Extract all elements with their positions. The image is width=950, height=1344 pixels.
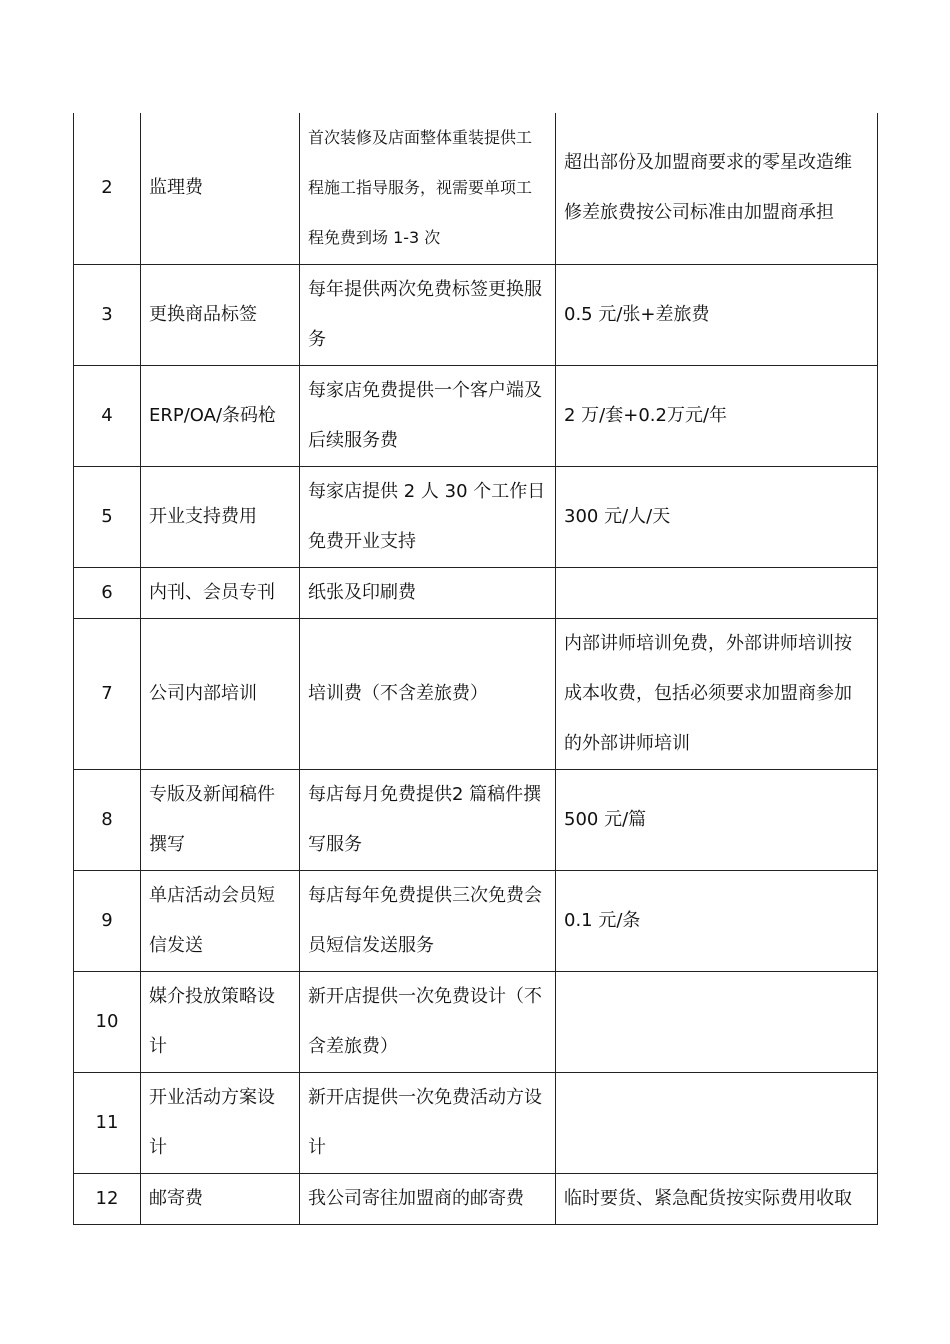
row-number: 6	[74, 567, 141, 618]
row-number: 5	[74, 466, 141, 567]
row-number: 2	[74, 113, 141, 264]
table-row	[74, 971, 878, 1072]
table-row	[74, 870, 878, 971]
free-service: 每家店提供 2 人 30 个工作日免费开业支持	[300, 466, 556, 567]
table-row	[74, 567, 878, 618]
row-number: 11	[74, 1072, 141, 1173]
free-service: 每家店免费提供一个客户端及后续服务费	[300, 365, 556, 466]
service-item: 开业支持费用	[141, 466, 300, 567]
free-service: 每店每月免费提供2 篇稿件撰写服务	[300, 769, 556, 870]
service-item: ERP/OA/条码枪	[141, 365, 300, 466]
fee-table	[73, 113, 878, 1225]
service-item: 邮寄费	[141, 1173, 300, 1224]
charge-standard: 300 元/人/天	[556, 466, 878, 567]
charge-standard: 0.1 元/条	[556, 870, 878, 971]
service-item: 更换商品标签	[141, 264, 300, 365]
charge-standard: 500 元/篇	[556, 769, 878, 870]
table-row	[74, 618, 878, 769]
row-number: 3	[74, 264, 141, 365]
row-number: 4	[74, 365, 141, 466]
charge-standard: 0.5 元/张+差旅费	[556, 264, 878, 365]
charge-standard: 内部讲师培训免费，外部讲师培训按成本收费，包括必须要求加盟商参加的外部讲师培训	[556, 618, 878, 769]
row-number: 10	[74, 971, 141, 1072]
table-row	[74, 365, 878, 466]
table-row	[74, 264, 878, 365]
row-number: 12	[74, 1173, 141, 1224]
service-item: 单店活动会员短信发送	[141, 870, 300, 971]
service-item: 开业活动方案设计	[141, 1072, 300, 1173]
charge-standard	[556, 971, 878, 1072]
service-item: 监理费	[141, 113, 300, 264]
service-item: 专版及新闻稿件撰写	[141, 769, 300, 870]
free-service: 每年提供两次免费标签更换服务	[300, 264, 556, 365]
free-service: 纸张及印刷费	[300, 567, 556, 618]
free-service: 首次装修及店面整体重装提供工程施工指导服务，视需要单项工程免费到场 1-3 次	[300, 113, 556, 264]
free-service: 我公司寄往加盟商的邮寄费	[300, 1173, 556, 1224]
table-row	[74, 769, 878, 870]
service-item: 媒介投放策略设计	[141, 971, 300, 1072]
table-row	[74, 466, 878, 567]
table-row	[74, 1173, 878, 1224]
charge-standard: 2 万/套+0.2万元/年	[556, 365, 878, 466]
free-service: 新开店提供一次免费活动方设计	[300, 1072, 556, 1173]
row-number: 8	[74, 769, 141, 870]
charge-standard: 临时要货、紧急配货按实际费用收取	[556, 1173, 878, 1224]
row-number: 9	[74, 870, 141, 971]
free-service: 每店每年免费提供三次免费会员短信发送服务	[300, 870, 556, 971]
free-service: 培训费（不含差旅费）	[300, 618, 556, 769]
table-row	[74, 113, 878, 264]
service-item: 内刊、会员专刊	[141, 567, 300, 618]
charge-standard	[556, 567, 878, 618]
table-row	[74, 1072, 878, 1173]
charge-standard	[556, 1072, 878, 1173]
service-item: 公司内部培训	[141, 618, 300, 769]
row-number: 7	[74, 618, 141, 769]
free-service: 新开店提供一次免费设计（不含差旅费）	[300, 971, 556, 1072]
charge-standard: 超出部份及加盟商要求的零星改造维修差旅费按公司标准由加盟商承担	[556, 113, 878, 264]
